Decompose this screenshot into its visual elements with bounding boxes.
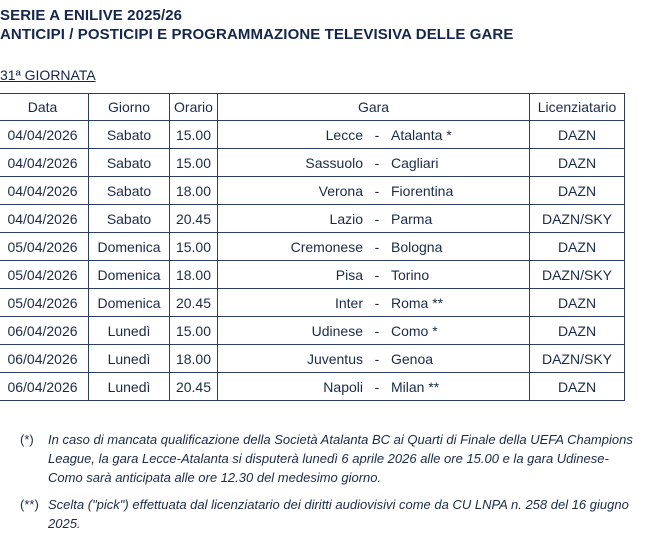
cell-day: Domenica <box>89 289 170 317</box>
table-row <box>0 373 625 401</box>
cell-time: 15.00 <box>170 233 218 261</box>
footnote <box>20 495 640 533</box>
cell-licensee: DAZN <box>530 177 625 205</box>
home-team: Inter <box>334 294 363 311</box>
cell-date: 05/04/2026 <box>0 261 89 289</box>
cell-match <box>218 317 530 345</box>
match-separator: - <box>374 322 380 339</box>
cell-licensee: DAZN/SKY <box>530 345 625 373</box>
home-team: Pisa <box>335 266 363 283</box>
cell-day: Lunedì <box>89 345 170 373</box>
cell-day: Domenica <box>89 233 170 261</box>
cell-time: 20.45 <box>170 205 218 233</box>
cell-match <box>218 205 530 233</box>
cell-match <box>218 177 530 205</box>
home-team: Lecce <box>325 126 363 143</box>
cell-match <box>218 121 530 149</box>
cell-time: 15.00 <box>170 121 218 149</box>
column-header-day: Giorno <box>89 94 170 121</box>
home-team: Juventus <box>306 350 363 367</box>
document-subtitle: ANTICIPI / POSTICIPI E PROGRAMMAZIONE TELEVISIVA DELLE GARE <box>0 26 514 43</box>
cell-time: 18.00 <box>170 261 218 289</box>
away-team: Bologna <box>391 238 443 255</box>
cell-day: Sabato <box>89 205 170 233</box>
match-separator: - <box>374 238 380 255</box>
away-team: Torino <box>391 266 430 283</box>
cell-match <box>218 345 530 373</box>
cell-date: 05/04/2026 <box>0 289 89 317</box>
cell-licensee: DAZN <box>530 289 625 317</box>
column-header-date: Data <box>0 94 89 121</box>
match-separator: - <box>374 350 380 367</box>
footnote-text: In caso di mancata qualificazione della Società Atalanta BC ai Quarti di Finale della UEFA Champions League, la gara Lecce-Atalanta si disputerà lunedì 6 aprile 2026 alle ore 15.00 e la gara Udinese-Como sarà anticipata alle ore 12.30 del medesimo giorno. <box>48 432 633 485</box>
home-team: Sassuolo <box>305 154 363 171</box>
footnote-text: Scelta ("pick") effettuata dal licenziatario dei diritti audiovisivi come da CU LNPA n. 258 del 16 giugno 2025. <box>48 497 629 531</box>
schedule-rows <box>0 121 625 401</box>
match-separator: - <box>374 266 380 283</box>
away-team: Cagliari <box>391 154 439 171</box>
away-team: Roma ** <box>391 294 444 311</box>
column-header-time: Orario <box>170 94 218 121</box>
table-row <box>0 205 625 233</box>
footnote-marker: (*) <box>20 432 34 447</box>
home-team: Cremonese <box>290 238 363 255</box>
match-separator: - <box>374 294 380 311</box>
cell-time: 18.00 <box>170 177 218 205</box>
cell-day: Lunedì <box>89 317 170 345</box>
cell-date: 04/04/2026 <box>0 121 89 149</box>
home-team: Udinese <box>311 322 363 339</box>
home-team: Lazio <box>329 210 363 227</box>
column-header-licensee: Licenziatario <box>530 94 625 121</box>
cell-date: 06/04/2026 <box>0 345 89 373</box>
cell-time: 18.00 <box>170 345 218 373</box>
cell-match <box>218 373 530 401</box>
cell-match <box>218 233 530 261</box>
home-team: Napoli <box>323 378 363 395</box>
table-row <box>0 317 625 345</box>
away-team: Atalanta * <box>391 126 452 143</box>
cell-licensee: DAZN <box>530 149 625 177</box>
document-title: SERIE A ENILIVE 2025/26 <box>0 7 183 24</box>
cell-day: Sabato <box>89 149 170 177</box>
match-separator: - <box>374 378 380 395</box>
table-row <box>0 289 625 317</box>
round-heading: 31ª GIORNATA <box>0 67 96 83</box>
cell-date: 04/04/2026 <box>0 177 89 205</box>
match-separator: - <box>374 126 380 143</box>
home-team: Verona <box>318 182 363 199</box>
cell-time: 20.45 <box>170 289 218 317</box>
table-row <box>0 149 625 177</box>
match-separator: - <box>374 210 380 227</box>
away-team: Como * <box>391 322 438 339</box>
cell-time: 20.45 <box>170 373 218 401</box>
away-team: Milan ** <box>391 378 440 395</box>
cell-licensee: DAZN/SKY <box>530 261 625 289</box>
cell-date: 06/04/2026 <box>0 373 89 401</box>
cell-day: Sabato <box>89 121 170 149</box>
table-row <box>0 177 625 205</box>
cell-date: 04/04/2026 <box>0 149 89 177</box>
cell-day: Domenica <box>89 261 170 289</box>
table-row <box>0 233 625 261</box>
cell-match <box>218 289 530 317</box>
match-separator: - <box>374 154 380 171</box>
cell-day: Lunedì <box>89 373 170 401</box>
schedule-table <box>0 93 625 401</box>
cell-date: 05/04/2026 <box>0 233 89 261</box>
cell-match <box>218 149 530 177</box>
table-row <box>0 345 625 373</box>
cell-licensee: DAZN <box>530 121 625 149</box>
footnote-marker: (**) <box>20 497 39 512</box>
footnotes <box>20 430 640 541</box>
cell-date: 06/04/2026 <box>0 317 89 345</box>
cell-licensee: DAZN <box>530 317 625 345</box>
cell-licensee: DAZN <box>530 233 625 261</box>
cell-date: 04/04/2026 <box>0 205 89 233</box>
cell-licensee: DAZN <box>530 373 625 401</box>
footnote <box>20 430 640 487</box>
cell-licensee: DAZN/SKY <box>530 205 625 233</box>
table-row <box>0 261 625 289</box>
away-team: Parma <box>391 210 433 227</box>
table-row <box>0 121 625 149</box>
column-header-match: Gara <box>218 94 530 121</box>
cell-match <box>218 261 530 289</box>
cell-time: 15.00 <box>170 149 218 177</box>
match-separator: - <box>374 182 380 199</box>
cell-time: 15.00 <box>170 317 218 345</box>
table-header-row <box>0 94 625 121</box>
away-team: Genoa <box>391 350 434 367</box>
away-team: Fiorentina <box>391 182 454 199</box>
cell-day: Sabato <box>89 177 170 205</box>
